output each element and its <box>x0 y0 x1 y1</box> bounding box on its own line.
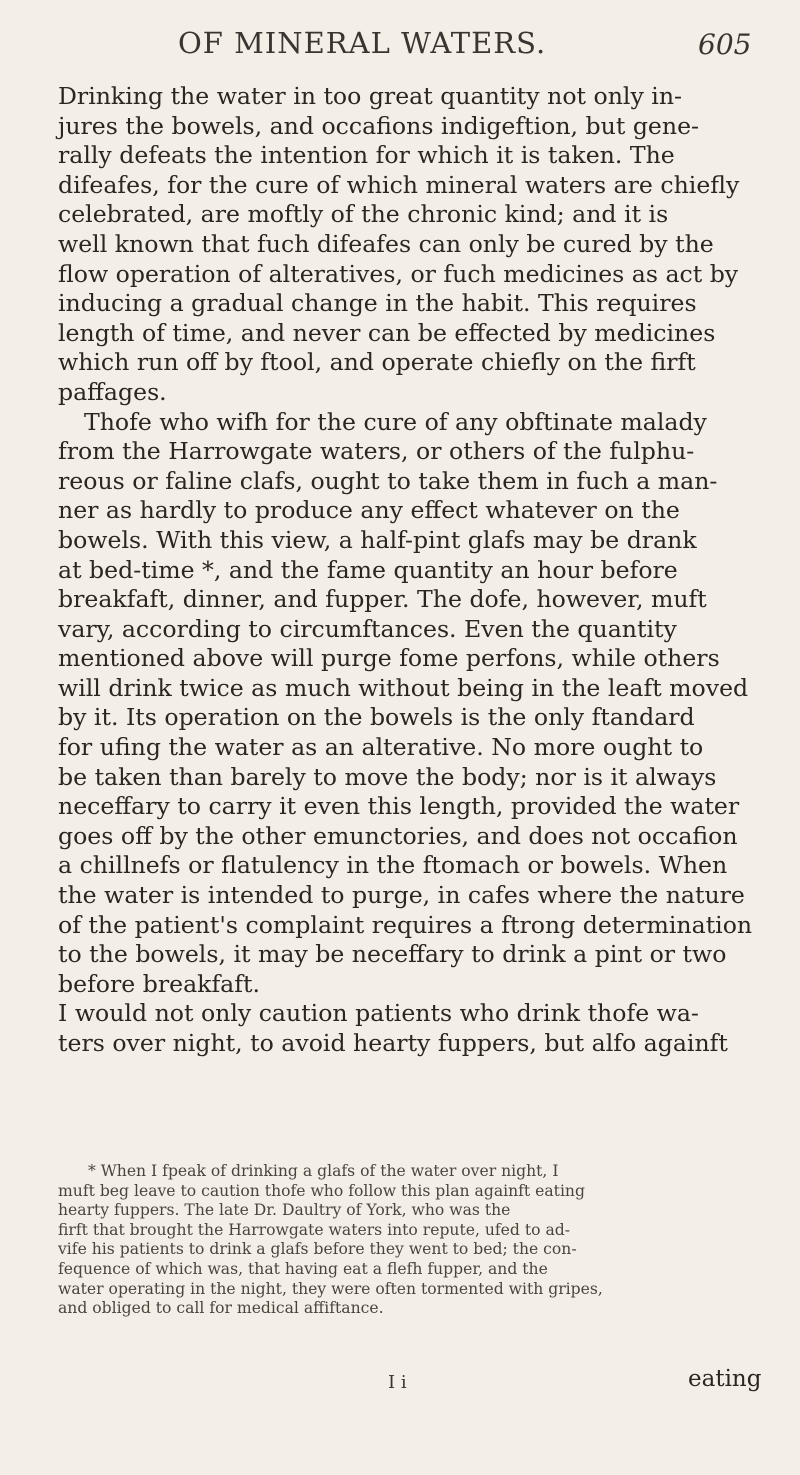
text-line: rally defeats the intention for which it is taken. The <box>58 141 675 170</box>
text-line: reous or faline clafs, ought to take them in fuch a man- <box>58 466 718 495</box>
catchword: eating <box>688 1366 762 1392</box>
text-line: length of time, and never can be effected by medicines <box>58 318 716 347</box>
page-number: 605 <box>698 28 752 61</box>
text-line: difeafes, for the cure of which mineral waters are chiefly <box>58 170 740 199</box>
text-line: will drink twice as much without being in the leaft moved <box>58 673 749 702</box>
text-line: well known that fuch difeafes can only be cured by the <box>58 229 714 258</box>
text-line: a chillnefs or flatulency in the ftomach or bowels. When <box>58 851 728 880</box>
text-line: to the bowels, it may be neceffary to drink a pint or two <box>58 940 727 969</box>
text-line: at bed-time *, and the fame quantity an hour before <box>58 555 678 584</box>
paragraph-start-line: Thofe who wifh for the cure of any obftinate malady <box>84 407 707 436</box>
text-line: from the Harrowgate waters, or others of the fulphu- <box>58 437 695 466</box>
text-line: mentioned above will purge fome perfons, while others <box>58 644 720 673</box>
paragraph-start-line: I would not only caution patients who drink thofe wa- <box>58 999 699 1028</box>
body-text <box>58 82 764 1059</box>
footnote-line: muft beg leave to caution thofe who follow this plan againft eating <box>58 1181 585 1200</box>
text-line: of the patient's complaint requires a ftrong determination <box>58 910 753 939</box>
text-line: flow operation of alteratives, or fuch medicines as act by <box>58 259 739 288</box>
text-line: paffages. <box>58 377 167 406</box>
text-line: ner as hardly to produce any effect whatever on the <box>58 496 680 525</box>
footnote-line: firft that brought the Harrowgate waters into repute, ufed to ad- <box>58 1220 571 1239</box>
footnote-line: * When I fpeak of drinking a glafs of the water over night, I <box>88 1162 559 1180</box>
footnote-line: water operating in the night, they were often tormented with gripes, <box>58 1279 603 1298</box>
text-line: neceffary to carry it even this length, provided the water <box>58 792 740 821</box>
footnote-line: fequence of which was, that having eat a flefh fupper, and the <box>58 1259 548 1278</box>
text-line: by it. Its operation on the bowels is the only ftandard <box>58 703 695 732</box>
signature-mark: I i <box>388 1372 407 1393</box>
footnote <box>58 1162 772 1319</box>
running-title: OF MINERAL WATERS. <box>178 26 547 60</box>
text-line: which run off by ftool, and operate chiefly on the firft <box>58 348 696 377</box>
text-line: inducing a gradual change in the habit. This requires <box>58 289 697 318</box>
text-line: the water is intended to purge, in cafes where the nature <box>58 881 745 910</box>
text-line: be taken than barely to move the body; nor is it always <box>58 762 717 791</box>
text-line: Drinking the water in too great quantity not only in- <box>58 82 682 110</box>
text-line: for ufing the water as an alterative. No more ought to <box>58 733 704 762</box>
text-line: ters over night, to avoid hearty fuppers, but alfo againft <box>58 1029 728 1057</box>
text-line: celebrated, are moftly of the chronic kind; and it is <box>58 200 669 229</box>
text-line: bowels. With this view, a half-pint glafs may be drank <box>58 525 697 554</box>
footnote-line: vife his patients to drink a glafs before they went to bed; the con- <box>58 1240 577 1259</box>
text-line: jures the bowels, and occafions indigeftion, but gene- <box>58 111 700 140</box>
text-line: vary, according to circumftances. Even the quantity <box>58 614 677 643</box>
running-head <box>0 14 800 72</box>
text-line: before breakfaft. <box>58 969 260 998</box>
footnote-line: hearty fuppers. The late Dr. Daultry of York, who was the <box>58 1201 511 1220</box>
text-line: goes off by the other emunctories, and does not occafion <box>58 821 738 850</box>
text-line: breakfaft, dinner, and fupper. The dofe, however, muft <box>58 585 707 614</box>
footnote-line: and obliged to call for medical affiftance. <box>58 1299 384 1318</box>
